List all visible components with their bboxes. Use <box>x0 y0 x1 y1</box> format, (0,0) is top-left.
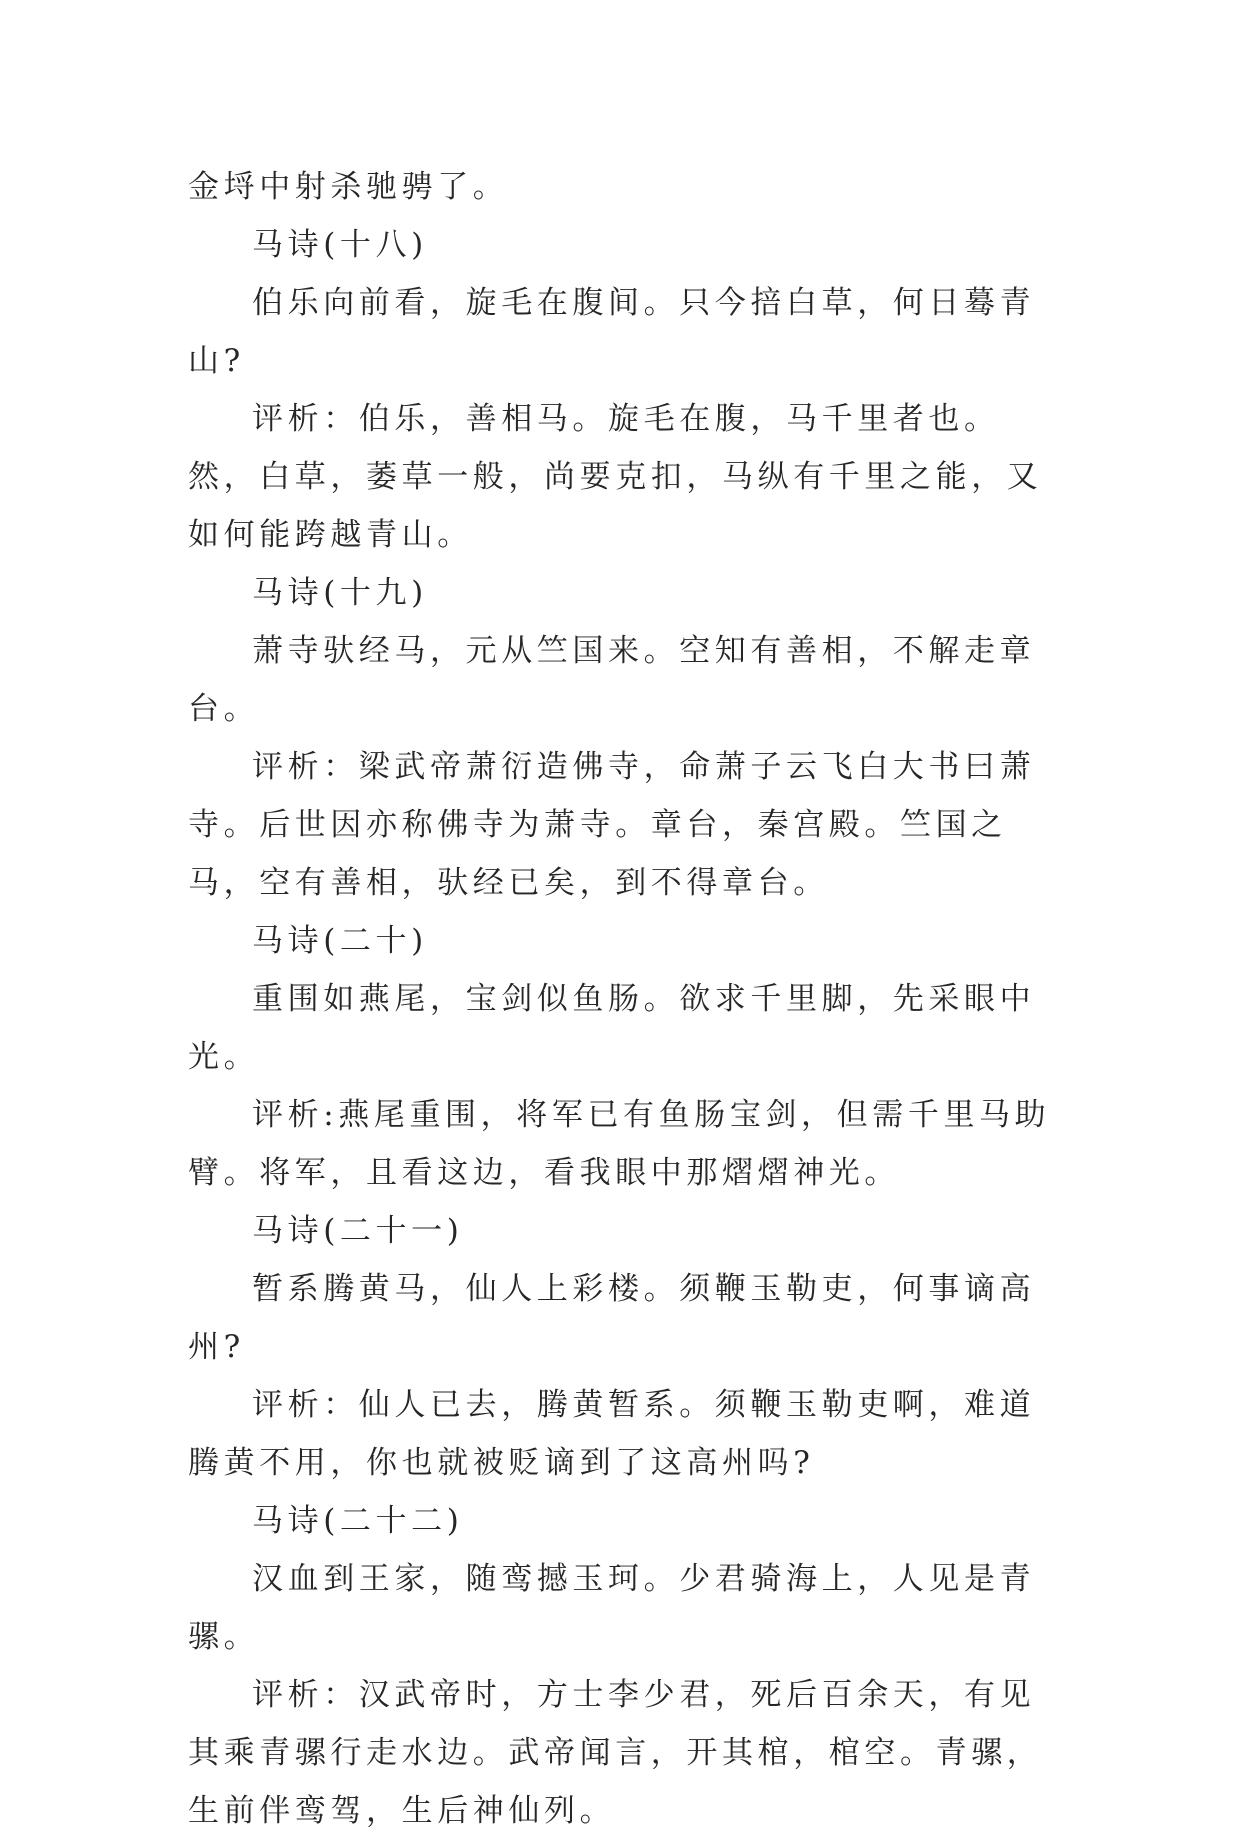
poem-commentary: 评析：汉武帝时，方士李少君，死后百余天，有见其乘青骡行走水边。武帝闻言，开其棺，棺空。青骡，生前伴鸾驾，生后神仙列。 <box>188 1677 1043 1829</box>
poem-heading: 马诗(十九) <box>252 575 428 611</box>
poem-heading: 马诗(二十二) <box>252 1503 464 1539</box>
poem-commentary: 评析:燕尾重围，将军已有鱼肠宝剑，但需千里马助臂。将军，且看这边，看我眼中那熠熠神光。 <box>188 1097 1051 1191</box>
poem-commentary: 评析：伯乐，善相马。旋毛在腹，马千里者也。然，白草，萎草一般，尚要克扣，马纵有千里之能，又如何能跨越青山。 <box>188 401 1043 553</box>
paragraph-continuation: 金埒中射杀驰骋了。 <box>188 169 509 205</box>
poem-commentary: 评析：仙人已去，腾黄暂系。须鞭玉勒吏啊，难道腾黄不用，你也就被贬谪到了这高州吗? <box>188 1387 1036 1481</box>
poem-text: 重围如燕尾，宝剑似鱼肠。欲求千里脚，先采眼中光。 <box>188 981 1036 1075</box>
poem-heading: 马诗(二十) <box>252 923 428 959</box>
poem-heading: 马诗(二十一) <box>252 1213 464 1249</box>
poem-commentary: 评析：梁武帝萧衍造佛寺，命萧子云飞白大书曰萧寺。后世因亦称佛寺为萧寺。章台，秦宫殿。竺国之马，空有善相，驮经已矣，到不得章台。 <box>188 749 1036 901</box>
poem-text: 萧寺驮经马，元从竺国来。空知有善相，不解走章台。 <box>188 633 1036 727</box>
poem-text: 伯乐向前看，旋毛在腹间。只今掊白草，何日蓦青山? <box>188 285 1036 379</box>
document-body <box>188 158 1068 1840</box>
poem-text: 暂系腾黄马，仙人上彩楼。须鞭玉勒吏，何事谪高州? <box>188 1271 1036 1365</box>
poem-text: 汉血到王家，随鸾撼玉珂。少君骑海上，人见是青骡。 <box>188 1561 1036 1655</box>
poem-heading: 马诗(十八) <box>252 227 428 263</box>
